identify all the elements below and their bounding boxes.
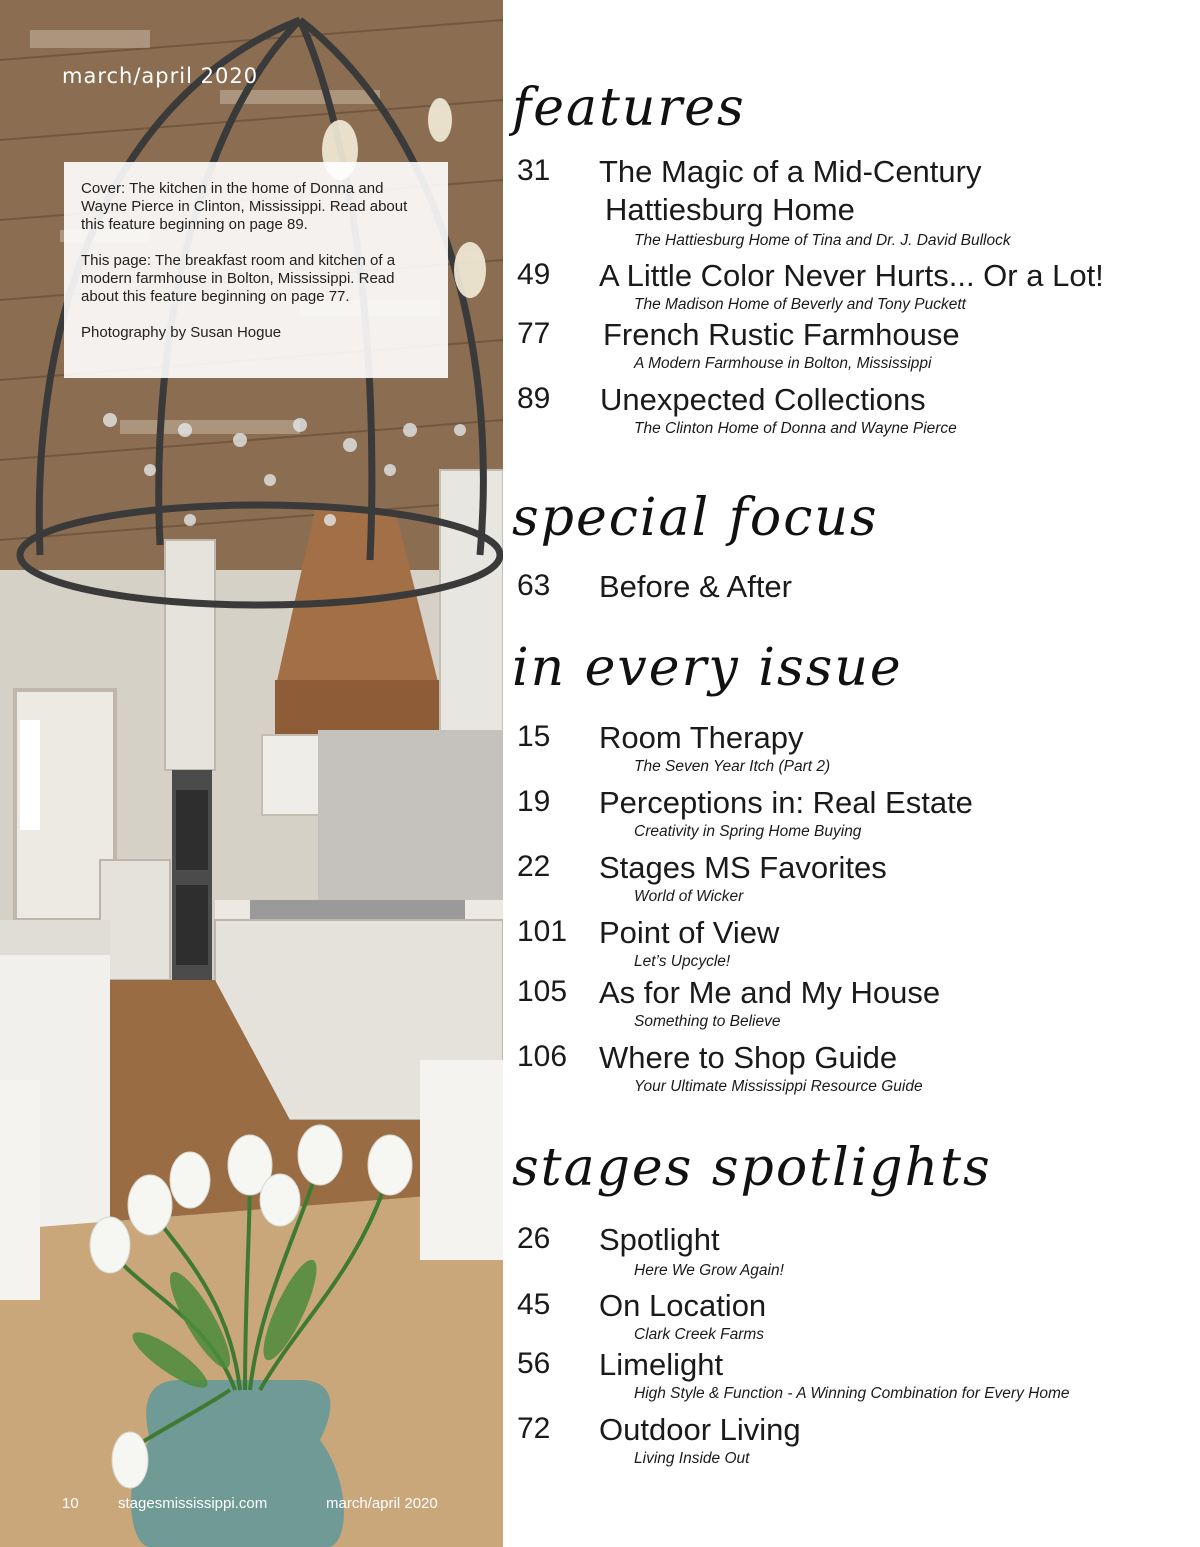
entry-page-number: 105 — [517, 975, 568, 1008]
entry-title: A Little Color Never Hurts... Or a Lot! — [599, 258, 1104, 293]
entry-title: French Rustic Farmhouse — [603, 317, 960, 352]
entry-title: Stages MS Favorites — [599, 850, 887, 885]
website-link[interactable]: stagesmississippi.com — [118, 1495, 268, 1512]
entry-title: Before & After — [599, 569, 792, 604]
entry-page-number: 106 — [517, 1040, 568, 1073]
section-heading-in-every-issue: in every issue — [512, 638, 903, 698]
this-page-caption: This page: The breakfast room and kitchen of a modern farmhouse in Bolton, Mississippi. Read about this feature beginning on page 77. — [81, 252, 396, 305]
entry-page-number: 89 — [517, 382, 551, 415]
entry-title: On Location — [599, 1288, 767, 1323]
section-heading-features: features — [512, 78, 746, 138]
entry-subtitle: The Madison Home of Beverly and Tony Puckett — [634, 296, 966, 313]
entry-title: As for Me and My House — [599, 975, 941, 1010]
photo-credit: Photography by Susan Hogue — [81, 324, 282, 341]
section-heading-special-focus: special focus — [512, 488, 879, 548]
entry-subtitle: The Hattiesburg Home of Tina and Dr. J. David Bullock — [634, 232, 1011, 249]
entry-subtitle: World of Wicker — [634, 888, 744, 905]
entry-title: Limelight — [599, 1347, 724, 1382]
entry-page-number: 26 — [517, 1222, 551, 1255]
entry-subtitle: Clark Creek Farms — [634, 1326, 765, 1343]
page-number: 10 — [62, 1495, 79, 1512]
entry-title: Unexpected Collections — [600, 382, 926, 417]
entry-title: Outdoor Living — [599, 1412, 801, 1447]
entry-subtitle: Creativity in Spring Home Buying — [634, 823, 862, 840]
photo-caption — [64, 162, 448, 378]
entry-page-number: 77 — [517, 317, 551, 350]
entry-subtitle: Your Ultimate Mississippi Resource Guide — [634, 1078, 923, 1095]
entry-subtitle: The Seven Year Itch (Part 2) — [634, 758, 831, 775]
entry-title: Point of View — [599, 915, 780, 950]
entry-title: Where to Shop Guide — [599, 1040, 898, 1075]
entry-page-number: 45 — [517, 1288, 551, 1321]
issue-date: march/april 2020 — [62, 64, 259, 88]
entry-page-number: 19 — [517, 785, 551, 818]
entry-page-number: 49 — [517, 258, 551, 291]
entry-page-number: 101 — [517, 915, 568, 948]
entry-page-number: 31 — [517, 154, 551, 187]
entry-title-line2: Hattiesburg Home — [605, 192, 855, 227]
entry-page-number: 56 — [517, 1347, 551, 1380]
entry-subtitle: Something to Believe — [634, 1013, 781, 1030]
entry-subtitle: Here We Grow Again! — [634, 1262, 784, 1279]
entry-title: Perceptions in: Real Estate — [599, 785, 973, 820]
entry-page-number: 63 — [517, 569, 551, 602]
entry-page-number: 22 — [517, 850, 551, 883]
cover-photo — [0, 0, 503, 1547]
section-heading-stages-spotlights: stages spotlights — [512, 1138, 992, 1198]
entry-subtitle: Living Inside Out — [634, 1450, 750, 1467]
footer-issue: march/april 2020 — [326, 1495, 438, 1512]
entry-title: Spotlight — [599, 1222, 720, 1257]
entry-subtitle: Let’s Upcycle! — [634, 953, 731, 970]
entry-title: The Magic of a Mid-Century — [599, 154, 982, 189]
entry-page-number: 72 — [517, 1412, 551, 1445]
entry-subtitle: The Clinton Home of Donna and Wayne Pierce — [634, 420, 957, 437]
cover-caption: Cover: The kitchen in the home of Donna and Wayne Pierce in Clinton, Mississippi. Read about this feature beginning on page 89. — [81, 180, 408, 233]
page-footer — [0, 1495, 503, 1519]
entry-title: Room Therapy — [599, 720, 804, 755]
entry-page-number: 15 — [517, 720, 551, 753]
entry-subtitle: A Modern Farmhouse in Bolton, Mississippi — [634, 355, 932, 372]
entry-subtitle: High Style & Function - A Winning Combination for Every Home — [634, 1385, 1070, 1402]
